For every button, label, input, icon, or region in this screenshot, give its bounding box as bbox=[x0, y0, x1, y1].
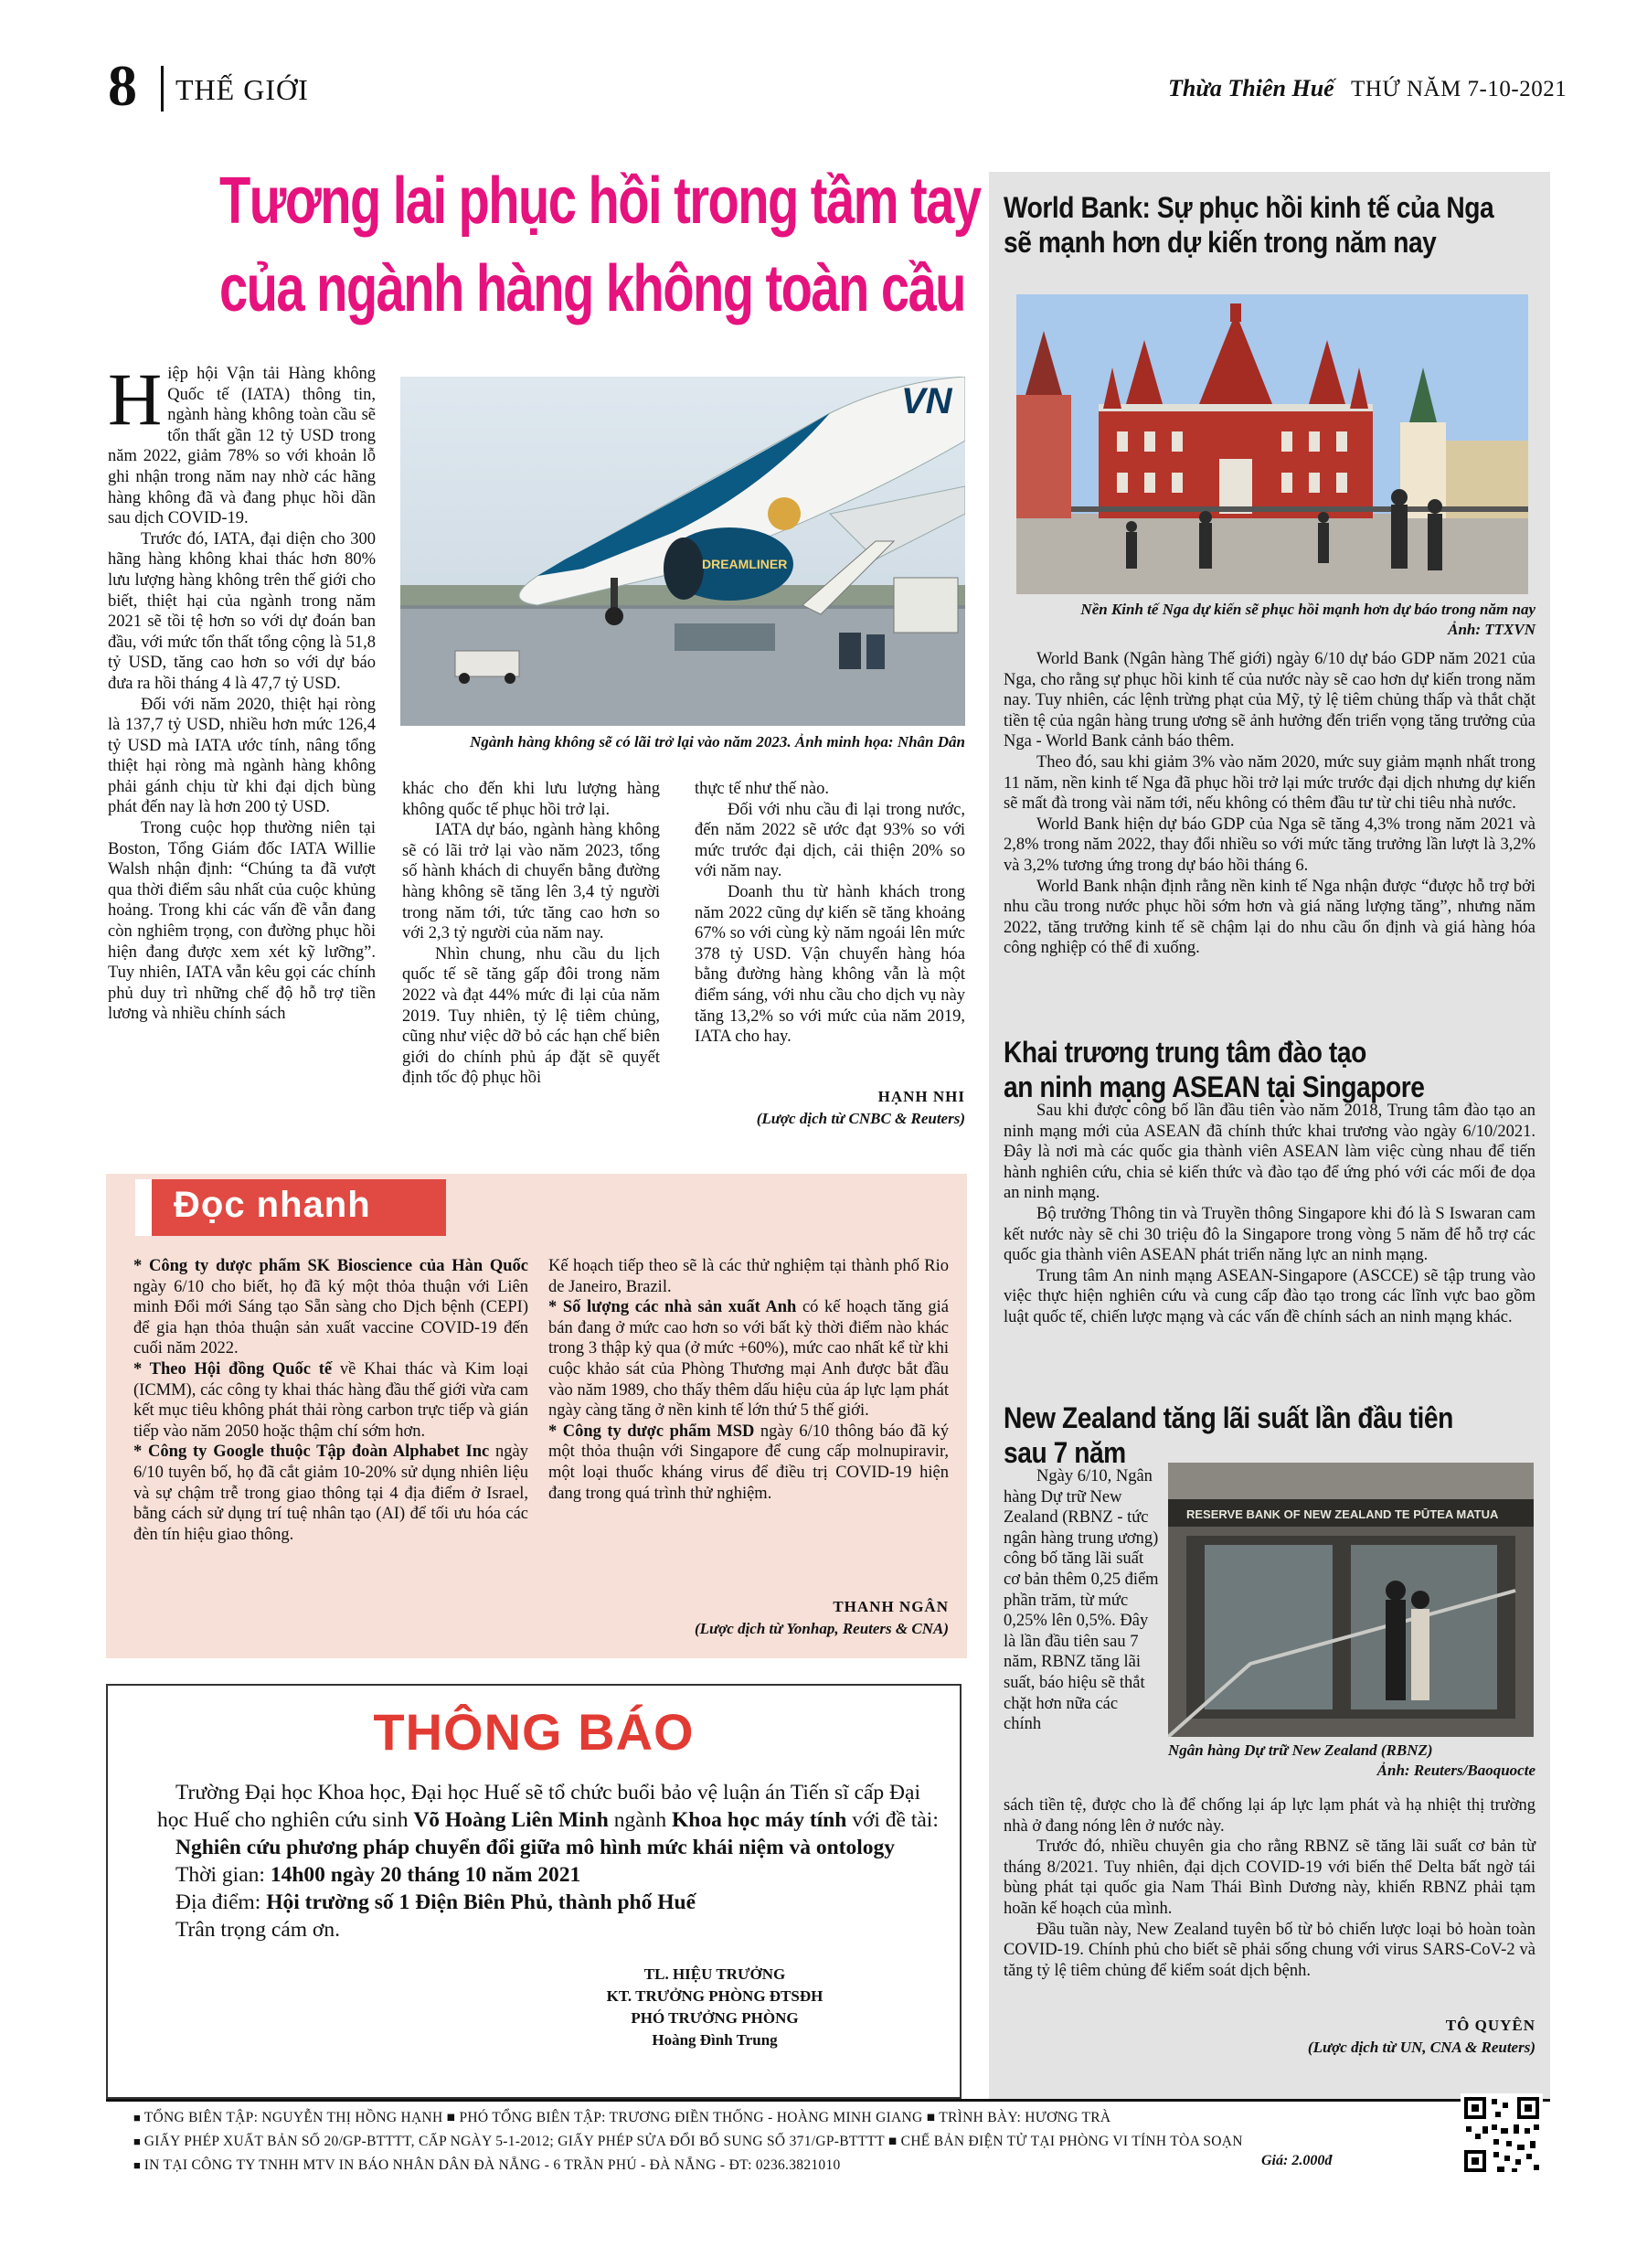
main-article-column-1 bbox=[108, 357, 376, 1025]
quick-read-item bbox=[548, 1297, 949, 1421]
article-paragraph: Trước đó, nhiều chuyên gia cho rằng RBNZ sẽ tăng lãi suất cơ bản từ tháng 8/2021. Tuy nhiên, đại dịch COVID-19 với biến thể Delta bất ngờ tái bùng phát tại quốc gia Nam Thái Bình Dương này, khiến RBNZ phải tạm hoãn kế hoạch của mình. bbox=[1004, 1837, 1535, 1918]
russia-article-body bbox=[1004, 649, 1535, 959]
signature-line: KT. TRƯỞNG PHÒNG ĐTSĐH bbox=[606, 1987, 824, 2005]
defense-place bbox=[157, 1889, 943, 1916]
quick-read-item-lead: * Công ty dược phẩm SK Bioscience của Hàn Quốc bbox=[133, 1257, 528, 1275]
quick-read-item-text: ngày 6/10 cho biết, họ đã ký một thỏa thuận với Liên minh Đổi mới Sáng tạo Sẵn sàng cho Dịch bệnh (CEPI) để gia hạn thỏa thuận sản xuất vaccine COVID-19 đến cuối năm 2022. bbox=[133, 1277, 528, 1358]
nz-photo-caption: Ngân hàng Dự trữ New Zealand (RBNZ) bbox=[1168, 1741, 1433, 1759]
headline-line: sau 7 năm bbox=[1004, 1436, 1126, 1469]
quick-read-source: (Lược dịch từ Yonhap, Reuters & CNA) bbox=[694, 1620, 949, 1637]
article-byline: HẠNH NHI bbox=[877, 1088, 965, 1105]
quick-read-column-1 bbox=[133, 1256, 528, 1545]
quick-read-item bbox=[133, 1359, 528, 1442]
headline-line: World Bank: Sự phục hồi kinh tế của Nga bbox=[1004, 191, 1494, 224]
candidate-name: Võ Hoàng Liên Minh bbox=[413, 1808, 609, 1832]
time-label: Thời gian: bbox=[175, 1863, 271, 1887]
qr-code-graphic bbox=[1461, 2093, 1543, 2176]
airplane-photo-caption: Ngành hàng không sẽ có lãi trở lại vào năm 2023. Ảnh minh họa: Nhân Dân bbox=[470, 733, 965, 751]
asean-article-headline bbox=[1004, 1035, 1425, 1104]
quick-read-item-text: ngày 6/10 thông báo đã ký một thỏa thuận với Singapore để cung cấp molnupiravir, một loại thuốc kháng virus để điều trị COVID-19 hiện đang trong quá trình thử nghiệm. bbox=[548, 1421, 949, 1503]
announcement-body bbox=[157, 1779, 943, 1943]
article-paragraph: sách tiền tệ, được cho là để chống lại áp lực lạm phát và hạ nhiệt thị trường nhà ở đang nóng lên ở nước này. bbox=[1004, 1796, 1535, 1836]
headline-line: an ninh mạng ASEAN tại Singapore bbox=[1004, 1070, 1425, 1103]
headline-line-2: của ngành hàng không toàn cầu bbox=[219, 252, 965, 325]
article-paragraph: Đối với nhu cầu đi lại trong nước, đến năm 2022 sẽ ước đạt 93% so với mức trước đại dịch, cải thiện 20% so với năm nay. bbox=[695, 800, 965, 881]
nz-article-lead bbox=[1004, 1466, 1159, 1735]
article-paragraph: Đối với năm 2020, thiệt hại ròng là 137,7 tỷ USD, nhiều hơn mức 126,4 tỷ USD mà IATA ước tính, nâng tổng thiệt hại ròng mà ngành hàng không phải gánh chịu từ khi đại dịch bùng phát đến nay là hơn 200 tỷ USD. bbox=[108, 695, 376, 817]
quick-read-item bbox=[133, 1442, 528, 1545]
announcement-closing: Trân trọng cám ơn. bbox=[175, 1918, 340, 1942]
place-value: Hội trường số 1 Điện Biên Phủ, thành phố Huế bbox=[266, 1890, 696, 1914]
quick-read-item-lead: * Số lượng các nhà sản xuất Anh bbox=[548, 1298, 797, 1317]
quick-read-item-text: về Khai thác và Kim loại (ICMM), các công ty khai thác hàng đầu thế giới vừa cam kết mục tiêu không phát thải ròng carbon trực tiếp và gián tiếp vào năm 2050 hoặc thậm chí sớm hơn. bbox=[133, 1359, 529, 1441]
article-paragraph: World Bank (Ngân hàng Thế giới) ngày 6/10 dự báo GDP năm 2021 của Nga, cho rằng sự phục hồi kinh tế của nước này sẽ cao hơn dự kiến trong năm nay. Tuy nhiên, các lệnh trừng phạt của Mỹ, tỷ lệ tiêm chủng thấp và thắt chặt tiền tệ của ngân hàng trung ương sẽ ảnh hưởng đến triển vọng tăng trưởng của Nga - World Bank cảnh báo thêm. bbox=[1004, 650, 1535, 751]
announcement-text: ngành bbox=[608, 1808, 673, 1832]
quick-read-item bbox=[548, 1256, 949, 1297]
announcement-signature bbox=[523, 1964, 907, 2051]
footer-divider bbox=[106, 2099, 1550, 2102]
place-label: Địa điểm: bbox=[175, 1890, 267, 1914]
asean-article-body bbox=[1004, 1101, 1535, 1328]
nz-article-source: (Lược dịch từ UN, CNA & Reuters) bbox=[1307, 2039, 1535, 2056]
defense-time bbox=[157, 1861, 943, 1889]
bank-sign-text: RESERVE BANK OF NEW ZEALAND TE PŪTEA MATUA bbox=[1186, 1507, 1499, 1521]
nz-photo-credit: Ảnh: Reuters/Baoquocte bbox=[1376, 1762, 1535, 1779]
airplane-illustration bbox=[400, 377, 965, 726]
quick-read-item bbox=[548, 1421, 949, 1504]
main-article-column-3 bbox=[695, 779, 965, 1048]
reserve-bank-photo bbox=[1168, 1463, 1534, 1737]
article-paragraph: Trung tâm An ninh mạng ASEAN-Singapore (ASCCE) sẽ tập trung vào việc thực hiện nghiên cứu và cung cấp đào tạo trong các lĩnh vực bao gồm luật quốc tế, chiến lược mạng và các vấn đề chính sách an ninh mạng khác. bbox=[1004, 1266, 1535, 1326]
qr-code-icon bbox=[1461, 2093, 1543, 2176]
time-value: 14h00 ngày 20 tháng 10 năm 2021 bbox=[270, 1863, 581, 1887]
reserve-bank-illustration bbox=[1168, 1463, 1534, 1737]
nz-photo-caption-block bbox=[1168, 1741, 1535, 1781]
quick-read-item-text: ngày 6/10 tuyên bố, họ đã cắt giảm 10-20% sử dụng nhiên liệu và sự chậm trễ trong giao thông tại 4 địa điểm ở Israel, bằng cách sử dụng trí tuệ nhân tạo (AI) để tối ưu hóa các đèn tín hiệu giao thông. bbox=[133, 1443, 528, 1544]
russia-photo-caption-block bbox=[1004, 600, 1535, 640]
main-headline bbox=[219, 157, 981, 333]
page-number: 8 bbox=[108, 53, 137, 118]
article-paragraph: Ngày 6/10, Ngân hàng Dự trữ New Zealand (RBNZ - tức ngân hàng trung ương) công bố tăng lãi suất cơ bản thêm 0,25 điểm phần trăm, từ mức 0,25% lên 0,5%. Đây là lần đầu tiên sau 7 năm, RBNZ tăng lãi suất, báo hiệu sẽ thắt chặt hơn nữa các chính bbox=[1004, 1467, 1159, 1734]
article-paragraph: Trong cuộc họp thường niên tại Boston, Tổng Giám đốc IATA Willie Walsh nhận định: “Chúng ta đã vượt qua thời điểm sâu nhất của cuộc khủng hoảng. Trong khi các vấn đề vẫn đang còn nghiêm trọng, con đường phục hồi hiện đang được xem xét kỹ lưỡng”. Tuy nhiên, IATA vẫn kêu gọi các chính phủ duy trì những chế độ hỗ trợ tiền lương và nhiều chính sách bbox=[108, 819, 376, 1024]
article-paragraph: World Bank nhận định rằng nền kinh tế Nga nhận được “được hỗ trợ bởi nhu cầu trong nước phục hồi sớm hơn và giá năng lượng tăng”, nhưng năm 2022, tăng trưởng kinh tế sẽ chậm lại do nhu cầu ổn định và giá hàng hóa công nghiệp có thể đi xuống. bbox=[1004, 877, 1535, 958]
section-title: THẾ GIỚI bbox=[175, 73, 309, 106]
headline-line: New Zealand tăng lãi suất lần đầu tiên bbox=[1004, 1401, 1453, 1434]
signature-name: Hoàng Đình Trung bbox=[652, 2031, 778, 2049]
announcement-text: Trường Đại học Khoa học, Đại học Huế sẽ tổ chức buổi bảo vệ luận án Tiến sĩ cấp Đại học Huế cho nghiên cứu sinh bbox=[157, 1781, 920, 1832]
newspaper-name: Thừa Thiên Huế bbox=[1168, 75, 1334, 101]
announcement-title: THÔNG BÁO bbox=[373, 1703, 695, 1761]
quick-read-item-lead: * Công ty Google thuộc Tập đoàn Alphabet Inc bbox=[133, 1443, 490, 1462]
article-paragraph: khác cho đến khi lưu lượng hàng không quốc tế phục hồi trở lại. bbox=[402, 780, 660, 819]
article-paragraph: Bộ trưởng Thông tin và Truyền thông Singapore khi đó là S Iswaran cam kết nước này sẽ chi 30 triệu đô la Singapore trong vòng 5 năm để hỗ trợ các quốc gia thành viên ASEAN phát triển năng lực an ninh mạng. bbox=[1004, 1204, 1535, 1265]
quick-read-item-lead: * Theo Hội đồng Quốc tế bbox=[133, 1359, 333, 1379]
footer-editorial-line: ■ TỔNG BIÊN TẬP: NGUYỄN THỊ HỒNG HẠNH ■ PHÓ TỔNG BIÊN TẬP: TRƯƠNG ĐIỀN THỐNG - HOÀNG MINH GIANG ■ TRÌNH BÀY: HƯƠNG TRÀ bbox=[133, 2110, 1110, 2126]
nz-article-headline bbox=[1004, 1400, 1453, 1470]
thesis-topic: Nghiên cứu phương pháp chuyển đổi giữa mô hình mức khái niệm và ontology bbox=[175, 1836, 895, 1859]
article-paragraph: Doanh thu từ hành khách trong năm 2022 cũng dự kiến sẽ tăng khoảng 67% so với cùng kỳ năm ngoái lên mức 378 tỷ USD. Vận chuyển hàng hóa bằng đường hàng không vẫn là một điểm sáng, với nhu cầu cho dịch vụ này tăng 13,2% so với mức của năm 2019, IATA cho hay. bbox=[695, 882, 965, 1047]
article-paragraph: iệp hội Vận tải Hàng không Quốc tế (IATA) thông tin, ngành hàng không toàn cầu sẽ tổn thất gần 12 tỷ USD trong năm 2022, giảm 78% so với khoản lỗ ghi nhận trong năm nay nhờ các hãng hàng không đã và đang phục hồi dần sau dịch COVID-19. bbox=[108, 365, 376, 528]
russia-photo-credit: Ảnh: TTXVN bbox=[1448, 621, 1535, 638]
announcement-text: với đề tài: bbox=[846, 1808, 939, 1832]
price-label: Giá: 2.000đ bbox=[1261, 2153, 1333, 2168]
quick-read-title: Đọc nhanh bbox=[174, 1185, 371, 1225]
tail-text: VN bbox=[901, 381, 952, 421]
nz-article-byline: TÔ QUYÊN bbox=[1445, 2017, 1535, 2034]
article-paragraph: thực tế như thế nào. bbox=[695, 780, 829, 798]
article-paragraph: Sau khi được công bố lần đầu tiên vào năm 2018, Trung tâm đào tạo an ninh mạng mới của ASEAN đã chính thức khai trương vào ngày 6/10/2021. Đây là nơi mà các quốc gia thành viên ASEAN làm việc cùng nhau để tiến hành nghiên cứu, chia sẻ kiến thức và đào tạo để ứng phó với các mối đe dọa an ninh mạng. bbox=[1004, 1102, 1535, 1203]
article-paragraph: Nhìn chung, nhu cầu du lịch quốc tế sẽ tăng gấp đôi trong năm 2022 và đạt 44% mức đi lại của năm 2019. Tuy nhiên, tỷ lệ tiêm chủng, cũng như việc dỡ bỏ các hạn chế biên giới do chính phủ áp đặt sẽ quyết định tốc độ phục hồi bbox=[402, 944, 660, 1088]
quick-read-item bbox=[133, 1256, 528, 1359]
article-paragraph: IATA dự báo, ngành hàng không sẽ có lãi trở lại vào năm 2023, tổng số hành khách di chuyển bằng đường hàng không sẽ tăng lên 3,4 tỷ người trong năm tới, tức tăng cao hơn so với 2,3 tỷ người của năm nay. bbox=[402, 821, 660, 943]
main-article-column-2 bbox=[402, 779, 660, 1089]
quick-read-item-text: có kế hoạch tăng giá bán đang ở mức cao hơn so với bất kỳ thời điểm nào khác trong 3 thập kỷ qua (ở mức +60%), mức cao nhất kể từ khi cuộc khảo sát của Phòng Thương mại Anh được bắt đầu vào năm 1989, cho thấy thêm dấu hiệu của áp lực lạm phát ngày càng tăng ở nền kinh tế lớn thứ 5 thế giới. bbox=[548, 1298, 949, 1421]
announcement-intro bbox=[157, 1779, 943, 1834]
signature-line: TL. HIỆU TRƯỞNG bbox=[643, 1965, 786, 1983]
article-paragraph: Đầu tuần này, New Zealand tuyên bố từ bỏ chiến lược loại bỏ hoàn toàn COVID-19. Chính phủ cho biết sẽ phải sống chung với virus SARS-CoV-2 và tăng tỷ lệ tiêm chủng để kiểm soát dịch bệnh. bbox=[1004, 1920, 1535, 1980]
red-square-photo bbox=[1016, 294, 1528, 594]
nz-article-body bbox=[1004, 1795, 1535, 1981]
headline-line: Khai trương trung tâm đào tạo bbox=[1004, 1036, 1366, 1069]
signature-line: PHÓ TRƯỞNG PHÒNG bbox=[631, 2009, 799, 2027]
headline-line: sẽ mạnh hơn dự kiến trong năm nay bbox=[1004, 226, 1437, 259]
quick-read-column-2 bbox=[548, 1256, 949, 1504]
livery-text: DREAMLINER bbox=[702, 557, 788, 571]
headline-line-1: Tương lai phục hồi trong tầm tay bbox=[219, 165, 981, 238]
footer-printing-line: ■ IN TẠI CÔNG TY TNHH MTV IN BÁO NHÂN DÂN ĐÀ NẴNG - 6 TRẦN PHÚ - ĐÀ NẴNG - ĐT: 0236.3821010 bbox=[133, 2157, 841, 2174]
quick-read-byline: THANH NGÂN bbox=[833, 1598, 949, 1615]
issue-date: THỨ NĂM 7-10-2021 bbox=[1351, 77, 1567, 101]
russia-article-headline bbox=[1004, 190, 1493, 260]
airplane-photo bbox=[400, 377, 965, 726]
article-source: (Lược dịch từ CNBC & Reuters) bbox=[756, 1110, 965, 1127]
article-paragraph: Theo đó, sau khi giảm 3% vào năm 2020, mức suy giảm mạnh nhất trong 11 năm, nền kinh tế Nga đã phục hồi trở lại mức trước đại dịch nhưng dự kiến sẽ mất đà trong vài năm tới, nếu không có thêm đầu tư từ chi tiêu nhà nước. bbox=[1004, 752, 1535, 814]
quick-read-item-text: Kế hoạch tiếp theo sẽ là các thử nghiệm tại thành phố Rio de Janeiro, Brazil. bbox=[548, 1257, 949, 1296]
drop-cap: H bbox=[108, 357, 163, 441]
quick-read-item-lead: * Công ty dược phẩm MSD bbox=[548, 1421, 755, 1441]
footer-license-line: ■ GIẤY PHÉP XUẤT BẢN SỐ 20/GP-BTTTT, CẤP NGÀY 5-1-2012; GIẤY PHÉP SỬA ĐỔI BỔ SUNG SỐ 371/GP-BTTTT ■ CHẾ BẢN ĐIỆN TỬ TẠI PHÒNG VI TÍNH TÒA SOẠN bbox=[133, 2134, 1243, 2150]
header-divider bbox=[161, 66, 164, 112]
candidate-major: Khoa học máy tính bbox=[672, 1808, 847, 1832]
russia-photo-caption: Nền Kinh tế Nga dự kiến sẽ phục hồi mạnh hơn dự báo trong năm nay bbox=[1080, 601, 1535, 618]
article-paragraph: Trước đó, IATA, đại diện cho 300 hãng hàng không khai thác hơn 80% lưu lượng hàng không trên thế giới cho biết, thiệt hại của ngành trong năm 2021 sẽ tồi tệ hơn so với dự đoán ban đầu, với mức tổn thất tổng cộng là 51,8 tỷ USD, tăng cao hơn so với dự báo đưa ra hồi tháng 4 là 47,7 tỷ USD. bbox=[108, 529, 376, 693]
moscow-museum-illustration bbox=[1016, 294, 1528, 594]
article-paragraph: World Bank hiện dự báo GDP của Nga sẽ tăng 4,3% trong năm 2021 và 2,8% trong năm 2022, thay đổi nhiều so với mức tăng trưởng lần lượt là 3,2% và 3,2% tương ứng trong dự báo hồi tháng 6. bbox=[1004, 815, 1535, 875]
quick-read-badge-stripe bbox=[135, 1179, 152, 1236]
